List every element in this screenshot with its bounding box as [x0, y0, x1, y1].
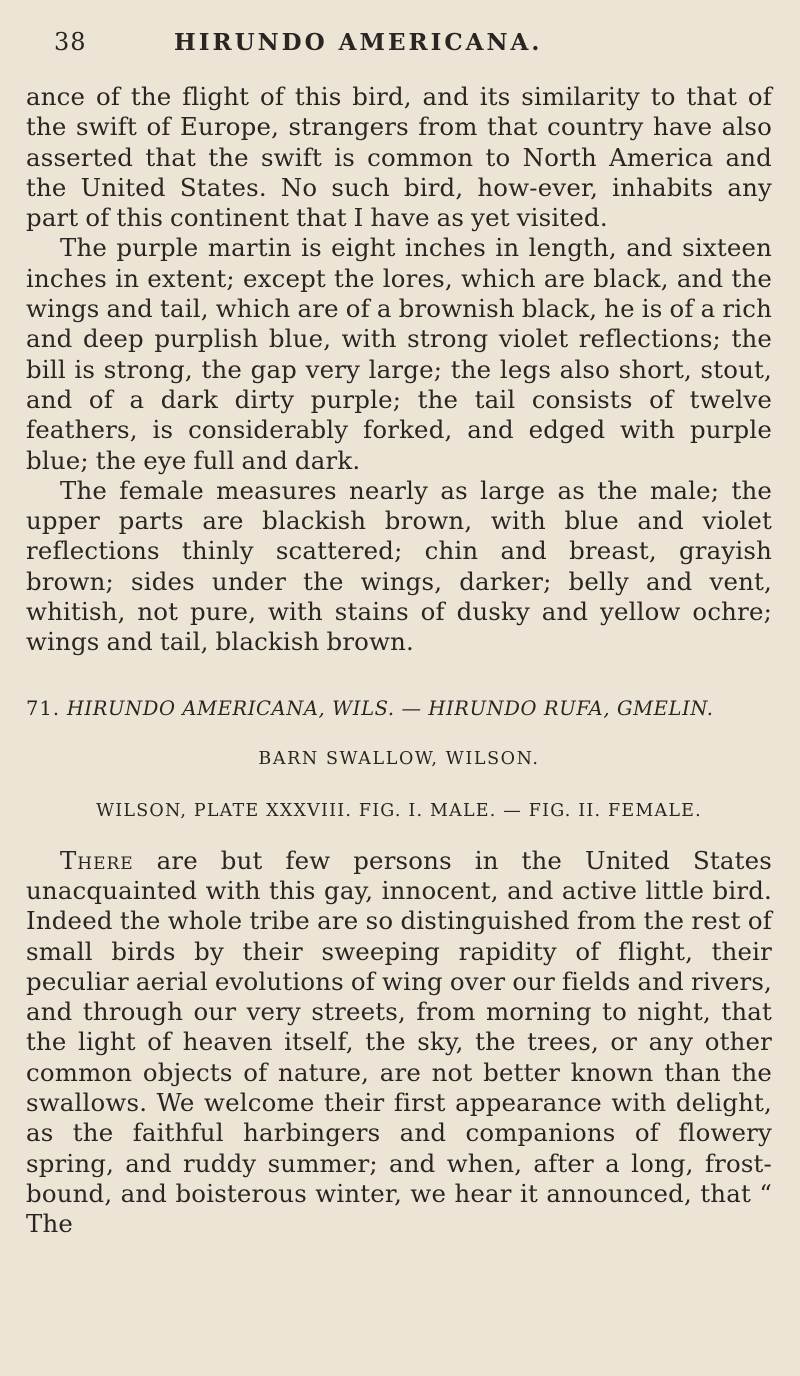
paragraph-barn-swallow	[26, 846, 772, 1240]
running-head	[26, 28, 772, 68]
common-name: BARN SWALLOW, WILSON.	[258, 748, 540, 769]
section-title: HIRUNDO AMERICANA, WILS. — HIRUNDO RUFA, GMELIN.	[66, 696, 714, 720]
section-number: 71.	[26, 696, 61, 720]
page-number: 38	[54, 28, 87, 56]
plate-reference: WILSON, PLATE XXXVIII. FIG. I. MALE. — FIG. II. FEMALE.	[96, 800, 702, 821]
paragraph-continuation: ance of the flight of this bird, and its similarity to that of the swift of Europe, strangers from that country have also asserted that the swift is common to North America and the United States. No such bird, how-ever, inhabits any part of this continent that I have as yet visited.	[26, 82, 772, 233]
running-title: HIRUNDO AMERICANA.	[174, 29, 543, 56]
paragraph-female-description: The female measures nearly as large as the male; the upper parts are blackish brown, with blue and violet reflections thinly scattered; chin and breast, grayish brown; sides under the wings, darker; belly and vent, whitish, not pure, with stains of dusky and yellow ochre; wings and tail, blackish brown.	[26, 475, 772, 657]
section-heading	[26, 694, 772, 724]
lead-word: There	[60, 845, 134, 875]
paragraph-male-description: The purple martin is eight inches in length, and sixteen inches in extent; except the lores, which are black, and the wings and tail, which are of a brownish black, he is of a rich and deep purplish blue, with strong violet reflections; the bill is strong, the gap very large; the legs also short, stout, and of a dark dirty purple; the tail consists of twelve feathers, is considerably forked, and edged with purple blue; the eye full and dark.	[26, 233, 772, 475]
paragraph-barn-swallow-text: are but few persons in the United States unacquainted with this gay, innocent, and active little bird. Indeed the whole tribe are so distinguished from the rest of small birds by their sweeping rapidity of flight, their peculiar aerial evolutions of wing over our fields and rivers, and through our very streets, from morning to night, that the light of heaven itself, the sky, the trees, or any other common objects of nature, are not better known than the swallows. We welcome their first appearance with delight, as the faithful harbingers and companions of flowery spring, and ruddy summer; and when, after a long, frost-bound, and boisterous winter, we hear it announced, that “ The	[26, 845, 772, 1239]
